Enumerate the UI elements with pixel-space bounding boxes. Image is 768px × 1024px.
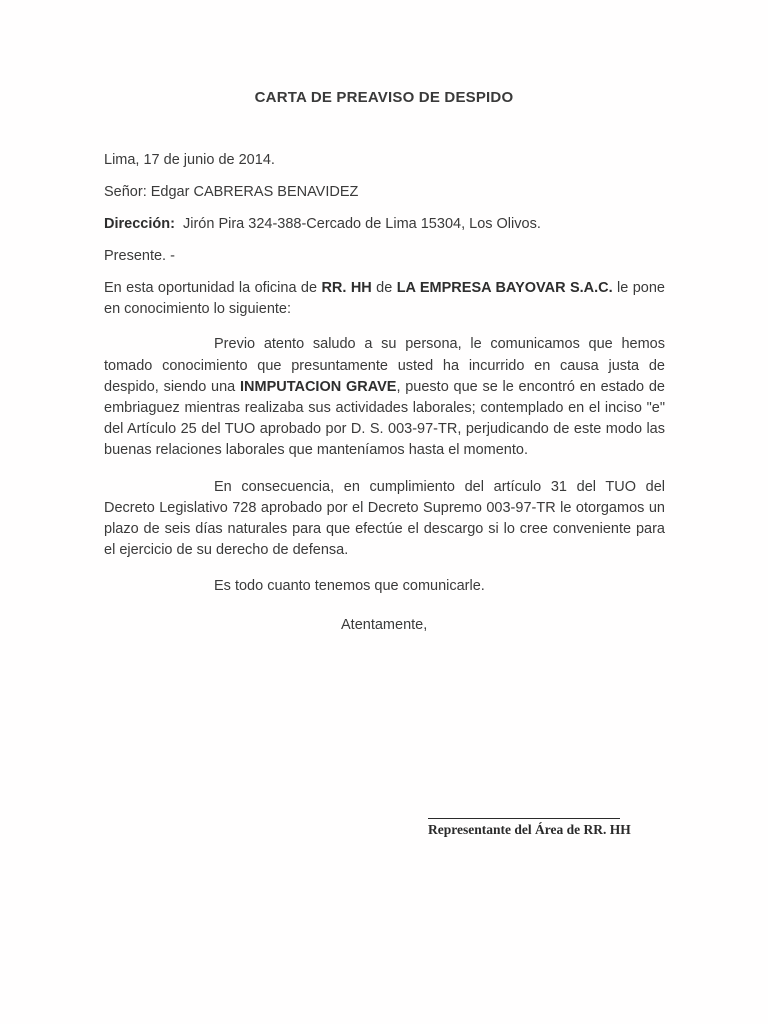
signoff-line: Atentamente, bbox=[341, 617, 428, 633]
paragraph-1-charge-bold: INMPUTACION GRAVE bbox=[239, 378, 397, 395]
intro-text-part1: En esta oportunidad la oficina de bbox=[104, 280, 322, 296]
page-title: CARTA DE PREAVISO DE DESPIDO bbox=[254, 89, 514, 106]
presente-line: Presente. - bbox=[104, 248, 175, 264]
intro-text-part2: de bbox=[371, 280, 397, 296]
address-value: Jirón Pira 324-388-Cercado de Lima 15304, Los Olivos. bbox=[182, 216, 541, 232]
intro-text-part3: le pone en conocimiento lo siguiente: bbox=[104, 280, 665, 318]
intro-paragraph bbox=[104, 278, 665, 320]
body-paragraph-2: En consecuencia, en cumplimiento del artículo 31 del TUO del Decreto Legislativo 728 aprobado por el Decreto Supremo 003-97-TR le otorgamos un plazo de seis días naturales para que efectúe el descargo si lo cree conveniente para el ejercicio de su derecho de defensa. bbox=[104, 478, 665, 559]
address-line bbox=[104, 214, 665, 235]
paragraph-1-part2: , puesto que se le encontró en estado de embriaguez mientras realizaba sus actividades laborales; contemplado en el inciso "e" del Artículo 25 del TUO aprobado por D. S. 003-97-TR, perjudicando de este modo las buenas relaciones laborales que manteníamos hasta el momento. bbox=[104, 378, 665, 459]
paragraph-1-part1: Previo atento saludo a su persona, le comunicamos que hemos tomado conocimiento que presuntamente usted ha incurrido en causa justa de despido, siendo una bbox=[104, 336, 665, 395]
letter-body bbox=[104, 150, 665, 597]
signature-block bbox=[428, 818, 688, 838]
closing-line: Es todo cuanto tenemos que comunicarle. bbox=[214, 578, 485, 595]
body-paragraph-1 bbox=[104, 334, 665, 461]
date-line: Lima, 17 de junio de 2014. bbox=[104, 152, 275, 168]
recipient-line: Señor: Edgar CABRERAS BENAVIDEZ bbox=[104, 184, 359, 200]
signature-rule bbox=[428, 818, 620, 819]
intro-office-bold: RR. HH bbox=[321, 280, 372, 296]
signature-name: Representante del Área de RR. HH bbox=[428, 822, 631, 837]
address-label: Dirección: bbox=[104, 216, 175, 232]
intro-company-bold: LA EMPRESA BAYOVAR S.A.C. bbox=[396, 280, 613, 296]
